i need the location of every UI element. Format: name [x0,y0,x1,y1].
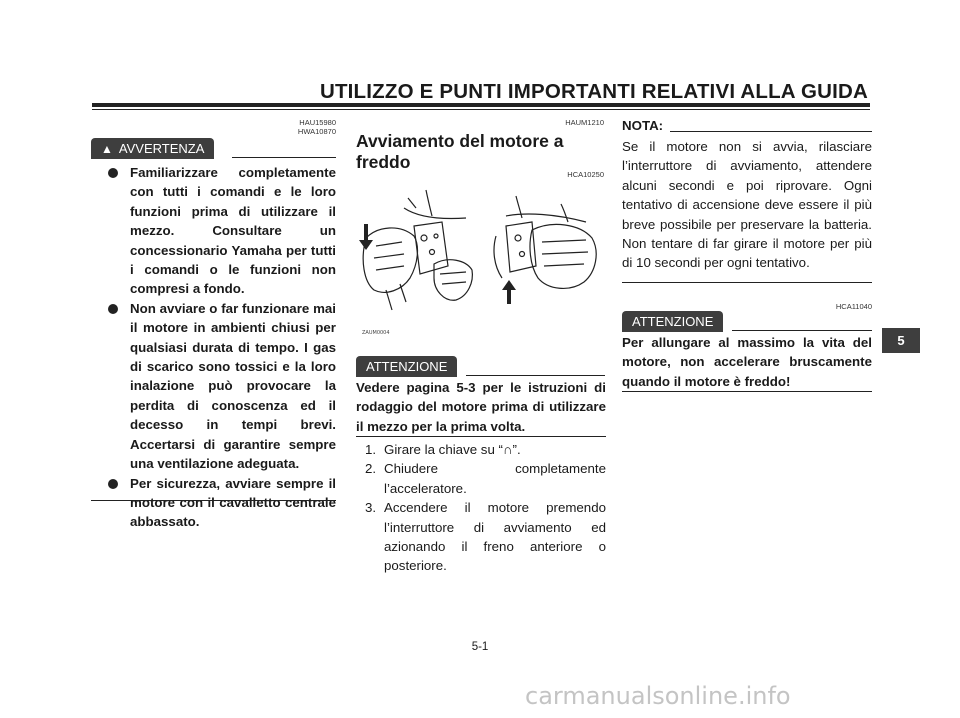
doc-code: HCA11040 [835,302,872,311]
steps-list [356,440,606,576]
warning-bullet: Non avviare o far funzionare mai il motore in ambienti chiusi per qualsiasi durata di tempo. I gas di scarico sono tossici e la loro inalazione può provocare la perdita di conoscenza ed il decesso in tempi brevi. Accertarsi di garantire sempre una ventilazione adeguata. [104,299,336,474]
caution-label: ATTENZIONE [632,314,714,329]
nota-rule [670,131,872,132]
warning-bullet: Familiarizzare completamente con tutti i comandi e le loro funzioni prima di utilizzare il mezzo. Consultare un concessionario Yamaha per tutti i comandi o le funzioni non compresi a fondo. [104,163,336,299]
caution-rule [732,330,872,331]
caution-label: ATTENZIONE [366,359,448,374]
arrow-icon [502,280,516,304]
header-rule [92,103,870,107]
header-rule-thin [92,109,870,110]
step-item: 3. Accendere il motore premendo l’interruttore di avviamento ed azionando il freno anteriore o posteriore. [365,500,606,574]
warning-icon: ▲ [101,142,113,156]
step-item: 2. Chiudere completamente l’acceleratore. [365,461,606,496]
caution-badge [356,356,457,377]
caution-end-rule [356,436,606,437]
page-number: 5-1 [471,641,489,653]
bullet-icon [108,168,118,178]
warning-badge [91,138,214,159]
warning-body [104,163,336,532]
doc-code: HAUM1210 [565,118,604,127]
doc-code: HAU15980 [299,118,336,127]
caution-end-rule [622,391,872,392]
nota-label: NOTA: [622,118,664,133]
doc-code: HCA10250 [567,170,604,179]
section-title-line: Avviamento del motore a [356,131,564,151]
warning-rule [232,157,336,158]
doc-code: HWA10870 [297,126,336,136]
step-item: 1. Girare la chiave su “∩”. [365,442,521,457]
chapter-tab: 5 [882,328,920,353]
caution-text: Per allungare al massimo la vita del motore, non accelerare bruscamente quando il motore è freddo! [622,335,872,389]
nota-text: Se il motore non si avvia, rilasciare l’interruttore di avviamento, attendere alcuni secondi e poi riprovare. Ogni tentativo di accensione deve essere il più breve possibile per preservare la batteria. Non tentare di far girare il motore per più di 10 secondi per ogni tentativo. [622,139,872,271]
section-title [356,131,606,173]
watermark: carmanualsonline.info [525,682,791,710]
section-title-line: freddo [356,152,411,172]
page-header-title: UTILIZZO E PUNTI IMPORTANTI RELATIVI ALLA GUIDA [319,80,868,103]
caution-text: Vedere pagina 5-3 per le istruzioni di rodaggio del motore prima di utilizzare il mezzo per la prima volta. [356,380,606,434]
bullet-icon [108,479,118,489]
caution-badge [622,311,723,332]
handlebar-illustration [356,186,606,346]
caution-rule [466,375,605,376]
figure-code: ZAUM0004 [362,330,390,336]
nota-end-rule [622,282,872,283]
arrow-icon [359,224,373,250]
warning-end-rule [91,500,336,501]
warning-bullet: Per sicurezza, avviare sempre il motore con il cavalletto centrale abbassato. [104,474,336,532]
warning-label: AVVERTENZA [118,141,205,156]
section-code-left [250,119,336,136]
bullet-icon [108,304,118,314]
